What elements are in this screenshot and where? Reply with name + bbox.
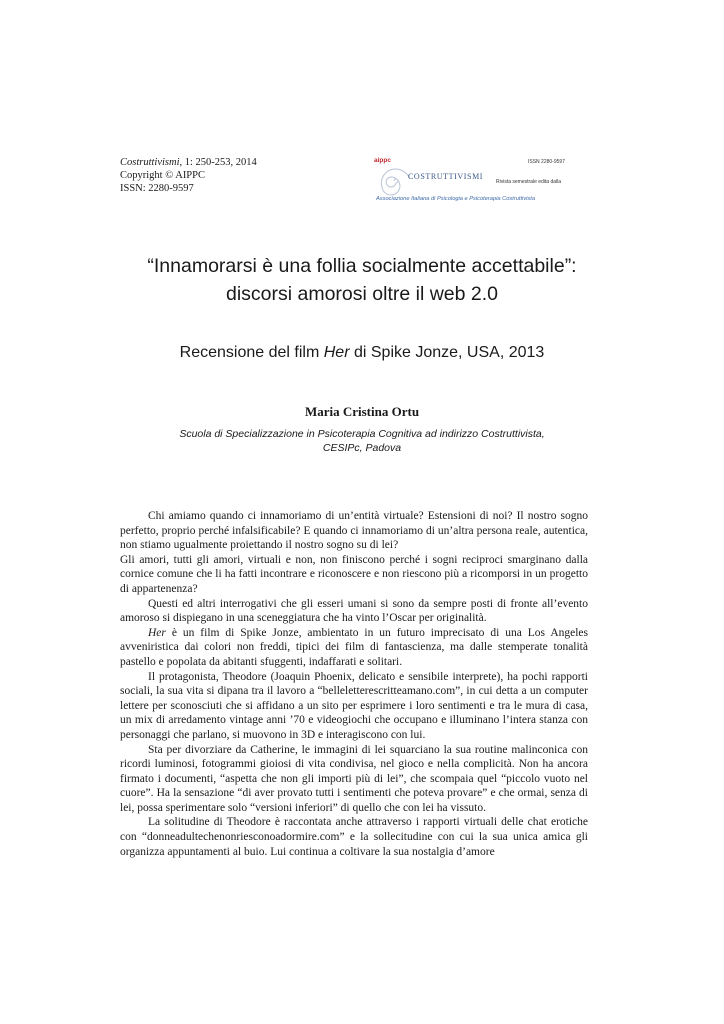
affiliation-line-1: Scuola di Specializzazione in Psicoterapia Cognitiva ad indirizzo Costruttivista, xyxy=(179,428,545,440)
subtitle-after: di Spike Jonze, USA, 2013 xyxy=(349,344,545,361)
subtitle-film: Her xyxy=(323,344,350,361)
logo-association: Associazione Italiana di Psicologia e Psicoterapia Costruttivista xyxy=(376,196,536,202)
journal-name: Costruttivismi xyxy=(120,157,180,168)
author-affiliation xyxy=(160,427,564,455)
body-paragraph-7: La solitudine di Theodore è raccontata anche attraverso i rapporti virtuali delle chat erotiche con “donneadultechenonriesconoadormire.com” e la sollecitudine con cui la sua unica amica gli organizza appuntamenti al buio. Lui continua a coltivare la sua nostalgia d’amore xyxy=(120,816,588,858)
citation-block xyxy=(120,156,257,195)
author-name: Maria Cristina Ortu xyxy=(304,404,420,419)
logo-tagline: Rivista semestrale edita dalla xyxy=(496,179,562,185)
body-paragraph-1: Chi amiamo quando ci innamoriamo di un’entità virtuale? Estensioni di noi? Il nostro sogno perfetto, proprio perché infalsificabile? E quando ci innamoriamo di un’altra persona reale, autentica, non stiamo ugualmente proiettando il nostro sogno su di lei? xyxy=(120,510,588,552)
logo-aippc: aippc xyxy=(374,157,391,164)
body-paragraph-6: Sta per divorziare da Catherine, le immagini di lei squarciano la sua routine malinconica con ricordi luminosi, fotogrammi gioiosi di vita condivisa, nel gioco e nella complicità. Non ha ancora firmato i documenti, “aspetta che non gli importi più di lei”, che scompaia quel “piccolo vuoto nel cuore”. Ha la sensazione “di aver provato tutti i sentimenti che poteva provare” e che ormai, senza di lei, possa sperimentare solo “versioni inferiori” di quello che con lei ha vissuto. xyxy=(120,743,588,814)
journal-citation xyxy=(120,156,257,169)
body-paragraph-3: Questi ed altri interrogativi che gli esseri umani si sono da sempre posti di fronte all’evento amoroso si dispiegano in una sceneggiatura che ha vinto l’Oscar per originalità. xyxy=(120,597,588,625)
copyright-line: Copyright © AIPPC xyxy=(120,170,205,181)
article-title xyxy=(0,252,724,308)
article-body xyxy=(120,509,588,859)
journal-logo xyxy=(370,155,600,210)
subtitle-before: Recensione del film xyxy=(179,344,324,361)
logo-issn: ISSN 2280-9597 xyxy=(528,159,565,165)
spiral-icon xyxy=(376,165,412,197)
body-paragraph-5: Il protagonista, Theodore (Joaquin Phoenix, delicato e sensibile interprete), ha pochi rapporti sociali, la sua vita si dipana tra il lavoro a “belleletterescritteamano.com”, in cui detta a un computer lettere per sconosciuti che si affidano a un sito per esprimere i loro sentimenti e tra le mura di casa, un mix di arredamento vintage anni ’70 e videogiochi che occupano e illuminano l’intera stanza con personaggi che parlano, si muovono in 3D e interagiscono con lui. xyxy=(120,670,588,741)
article-subtitle xyxy=(0,344,724,362)
volume-pages: , 1: 250-253, 2014 xyxy=(179,157,257,168)
logo-brand: COSTRUTTIVISMI xyxy=(408,172,484,181)
title-line-2: discorsi amorosi oltre il web 2.0 xyxy=(225,283,499,305)
title-line-1: “Innamorarsi è una follia socialmente accettabile”: xyxy=(147,255,577,277)
body-paragraph-2: Gli amori, tutti gli amori, virtuali e non, non finiscono perché i sogni reciproci smarginano dalla cornice comune che li ha fatti incontrare e riconoscere e non riescono più a ricomporsi in un progetto di appartenenza? xyxy=(120,553,588,595)
film-title-inline: Her xyxy=(148,626,166,639)
body-paragraph-4-text: è un film di Spike Jonze, ambientato in un futuro imprecisato di una Los Angeles avveniristica dai colori non freddi, tipici dei film di fantascienza, ma dalle stemperate tonalità pastello e popolata da abitanti sfuggenti, indaffarati e solitari. xyxy=(120,626,588,668)
affiliation-line-2: CESIPc, Padova xyxy=(322,442,402,454)
issn-line: ISSN: 2280-9597 xyxy=(120,183,194,194)
body-paragraph-4 xyxy=(120,626,588,670)
